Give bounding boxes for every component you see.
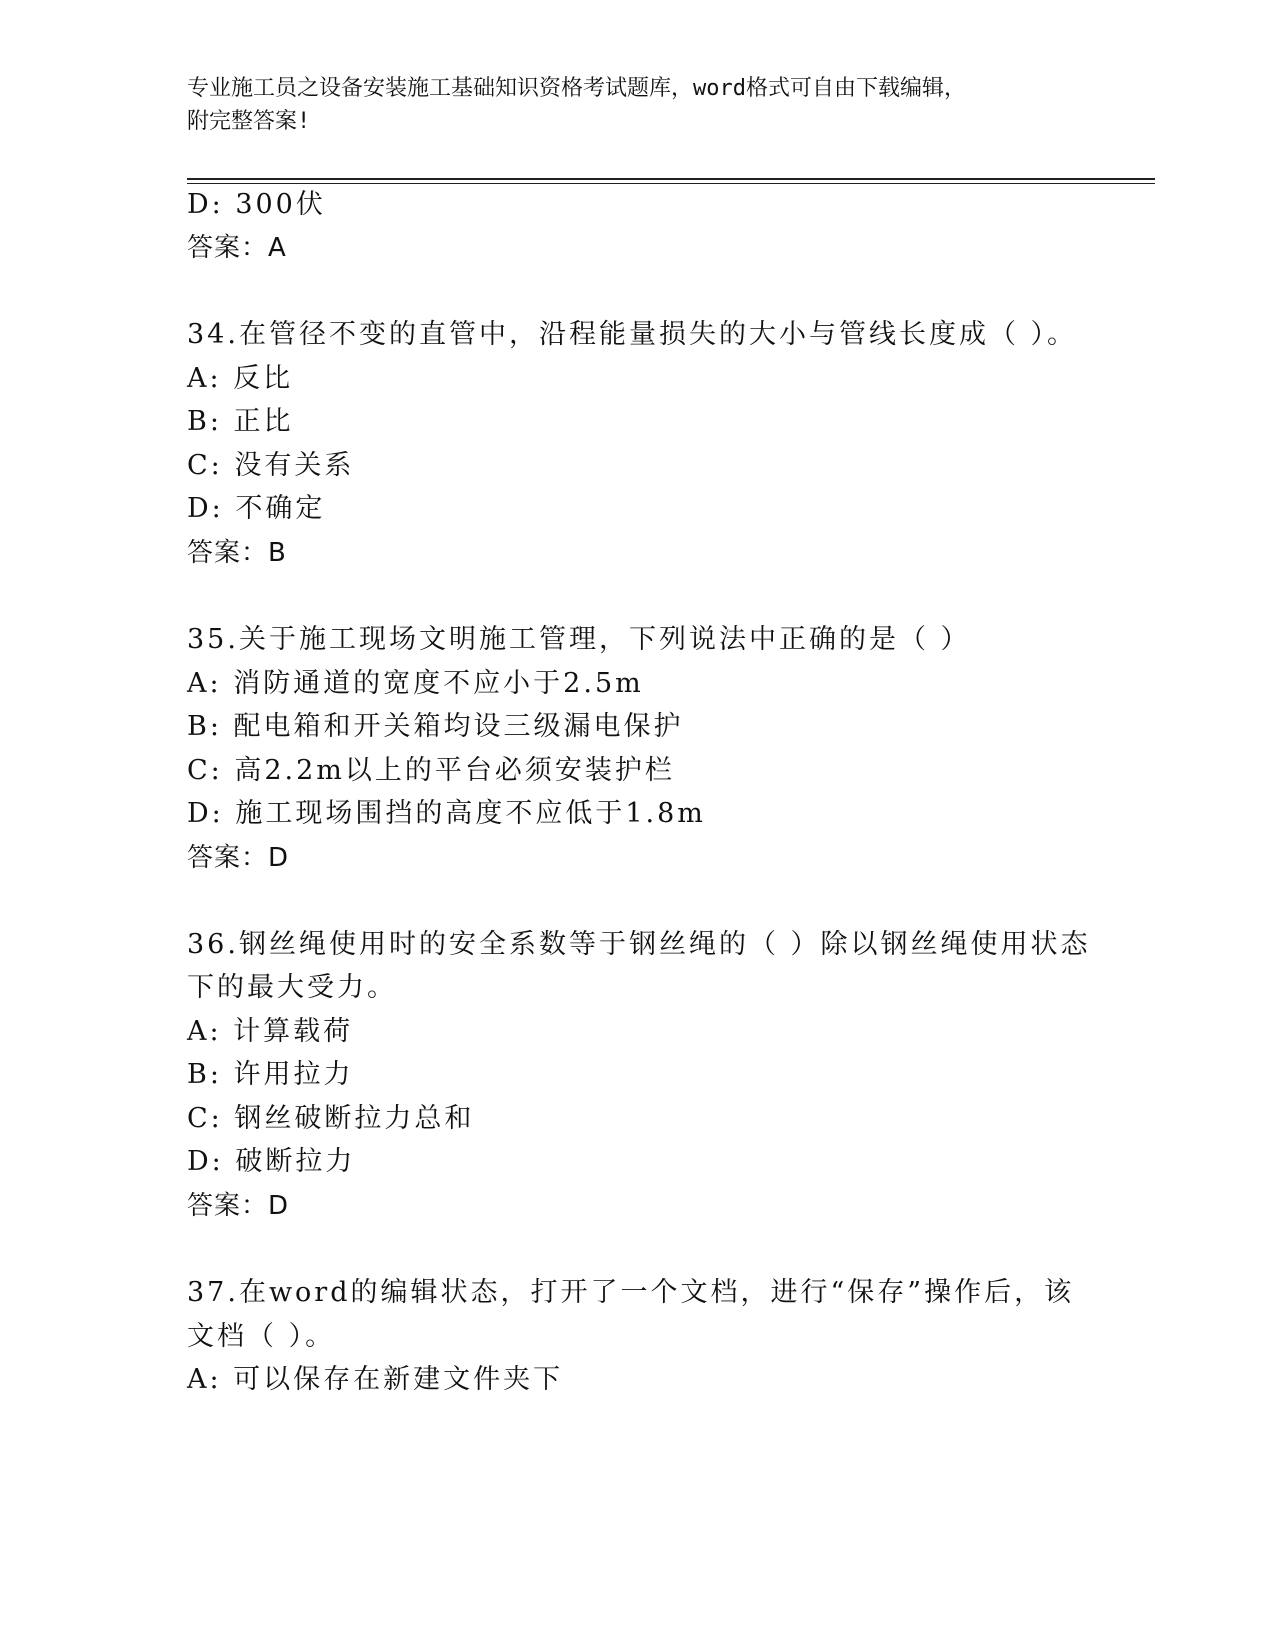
q35-option-d: D: 施工现场围挡的高度不应低于1.8m bbox=[187, 798, 706, 829]
q36-stem-line-1: 36.钢丝绳使用时的安全系数等于钢丝绳的（ ）除以钢丝绳使用状态 bbox=[187, 929, 1091, 960]
q35-option-a: A: 消防通道的宽度不应小于2.5m bbox=[187, 668, 644, 699]
q37-stem-line-2: 文档（ ）。 bbox=[187, 1321, 336, 1352]
prev-option-d: D: 300伏 bbox=[187, 189, 326, 220]
q35-option-b: B: 配电箱和开关箱均设三级漏电保护 bbox=[187, 711, 684, 742]
q36-option-a: A: 计算载荷 bbox=[187, 1016, 354, 1047]
q34-stem: 34.在管径不变的直管中，沿程能量损失的大小与管线长度成（ ）。 bbox=[187, 319, 1078, 350]
q35-stem: 35.关于施工现场文明施工管理，下列说法中正确的是（ ） bbox=[187, 624, 971, 655]
q34-option-a: A: 反比 bbox=[187, 363, 294, 394]
q36-stem-line-2: 下的最大受力。 bbox=[187, 972, 397, 1003]
prev-answer: 答案：A bbox=[187, 233, 287, 263]
header-divider-thin bbox=[187, 183, 1155, 184]
q36-option-d: D: 破断拉力 bbox=[187, 1146, 356, 1177]
header-line-1: 专业施工员之设备安装施工基础知识资格考试题库，word格式可自由下载编辑， bbox=[187, 76, 966, 101]
header-divider-thick bbox=[187, 178, 1155, 180]
document-header bbox=[187, 72, 1067, 138]
q35-option-c: C: 高2.2m以上的平台必须安装护栏 bbox=[187, 755, 675, 786]
q37-option-a: A: 可以保存在新建文件夹下 bbox=[187, 1364, 564, 1395]
q36-answer: 答案：D bbox=[187, 1191, 290, 1221]
q36-option-b: B: 许用拉力 bbox=[187, 1059, 354, 1090]
q36-option-c: C: 钢丝破断拉力总和 bbox=[187, 1103, 475, 1134]
q34-option-b: B: 正比 bbox=[187, 406, 294, 437]
q37-stem-line-1: 37.在word的编辑状态，打开了一个文档，进行“保存”操作后，该 bbox=[187, 1277, 1075, 1308]
header-line-2: 附完整答案! bbox=[187, 109, 311, 134]
q34-option-c: C: 没有关系 bbox=[187, 450, 355, 481]
q34-option-d: D: 不确定 bbox=[187, 493, 326, 524]
q35-answer: 答案：D bbox=[187, 843, 290, 873]
q34-answer: 答案：B bbox=[187, 538, 287, 568]
